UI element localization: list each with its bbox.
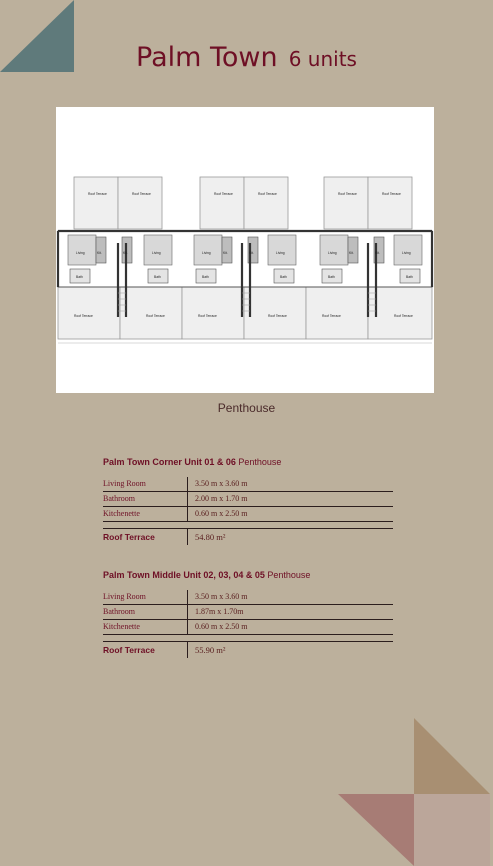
spec-total-row (103, 528, 393, 545)
corner-unit-spec-table (103, 477, 393, 545)
plan-label-bath: Bath (76, 275, 83, 279)
svg-text:Roof Terrace (394, 314, 413, 318)
svg-text:Kit. (349, 251, 354, 255)
svg-text:Roof Terrace (338, 192, 357, 196)
svg-text:Kit. (97, 251, 102, 255)
plan-label-living: Living (76, 251, 85, 255)
spec-value: 2.00 m x 1.70 m (195, 494, 248, 503)
plan-label-bath: Bath (406, 275, 413, 279)
plan-label-roof-terrace: Roof Terrace (382, 192, 401, 196)
spec-row (103, 477, 393, 492)
svg-text:Living (328, 251, 337, 255)
plan-label-bath: Bath (154, 275, 161, 279)
spec-label: Living Room (103, 592, 146, 601)
spec-label: Bathroom (103, 607, 135, 616)
middle-unit-spec-table (103, 590, 393, 658)
svg-text:Roof Terrace (322, 314, 341, 318)
svg-text:Kit. (123, 251, 128, 255)
plan-label-roof-terrace: Roof Terrace (146, 314, 165, 318)
floor-plan (56, 107, 434, 393)
svg-text:Kit. (223, 251, 228, 255)
svg-text:Bath (406, 275, 413, 279)
svg-text:Living (202, 251, 211, 255)
title-sub: 6 units (288, 47, 357, 71)
spec-row (103, 507, 393, 522)
svg-text:Roof Terrace (214, 192, 233, 196)
spec-label: Bathroom (103, 494, 135, 503)
plan-label-roof-terrace: Roof Terrace (258, 192, 277, 196)
plan-caption: Penthouse (217, 401, 276, 415)
spec-value: 0.60 m x 2.50 m (195, 509, 248, 518)
svg-text:Kit. (375, 251, 380, 255)
plan-label-roof-terrace: Roof Terrace (198, 314, 217, 318)
svg-text:Living (152, 251, 161, 255)
page-title (0, 42, 493, 73)
corner-unit-title (103, 457, 281, 467)
spec-value: 3.50 m x 3.60 m (195, 592, 248, 601)
spec-row (103, 590, 393, 605)
plan-label-roof-terrace: Roof Terrace (88, 192, 107, 196)
plan-label-kitchen: Kit. (123, 251, 128, 255)
plan-label-living: Living (402, 251, 411, 255)
svg-text:Bath (280, 275, 287, 279)
corner-unit-type: Penthouse (238, 457, 282, 467)
plan-label-kitchen: Kit. (375, 251, 380, 255)
plan-label-roof-terrace: Roof Terrace (322, 314, 341, 318)
svg-text:Bath (202, 275, 209, 279)
plan-label-roof-terrace: Roof Terrace (394, 314, 413, 318)
plan-label-roof-terrace: Roof Terrace (268, 314, 287, 318)
spec-value: 0.60 m x 2.50 m (195, 622, 248, 631)
spec-total-label: Roof Terrace (103, 645, 155, 655)
plan-label-roof-terrace: Roof Terrace (214, 192, 233, 196)
middle-unit-name: Palm Town Middle Unit 02, 03, 04 & 05 (103, 570, 265, 580)
plan-label-bath: Bath (202, 275, 209, 279)
plan-label-bath: Bath (280, 275, 287, 279)
svg-text:Living (402, 251, 411, 255)
svg-text:Kit. (249, 251, 254, 255)
plan-label-roof-terrace: Roof Terrace (338, 192, 357, 196)
plan-label-roof-terrace: Roof Terrace (132, 192, 151, 196)
spec-row (103, 492, 393, 507)
plan-label-living: Living (328, 251, 337, 255)
plan-label-living: Living (152, 251, 161, 255)
plan-label-living: Living (276, 251, 285, 255)
floor-plan-drawing (56, 107, 434, 393)
spec-label: Living Room (103, 479, 146, 488)
svg-text:Bath (154, 275, 161, 279)
spec-label: Kitchenette (103, 509, 140, 518)
svg-text:Bath (76, 275, 83, 279)
spec-total-value: 55.90 m² (195, 645, 226, 655)
spec-value: 1.87m x 1.70m (195, 607, 244, 616)
plan-label-kitchen: Kit. (223, 251, 228, 255)
plan-label-roof-terrace: Roof Terrace (74, 314, 93, 318)
svg-text:Living (76, 251, 85, 255)
title-main: Palm Town (136, 42, 278, 73)
corner-unit-name: Palm Town Corner Unit 01 & 06 (103, 457, 236, 467)
middle-unit-type: Penthouse (267, 570, 311, 580)
svg-text:Roof Terrace (268, 314, 287, 318)
plan-label-kitchen: Kit. (249, 251, 254, 255)
svg-text:Bath (328, 275, 335, 279)
plan-label-kitchen: Kit. (97, 251, 102, 255)
svg-text:Roof Terrace (258, 192, 277, 196)
spec-row (103, 620, 393, 635)
spec-label: Kitchenette (103, 622, 140, 631)
svg-text:Living (276, 251, 285, 255)
spec-row (103, 605, 393, 620)
svg-text:Roof Terrace (382, 192, 401, 196)
plan-label-kitchen: Kit. (349, 251, 354, 255)
plan-label-bath: Bath (328, 275, 335, 279)
spec-value: 3.50 m x 3.60 m (195, 479, 248, 488)
svg-text:Roof Terrace (88, 192, 107, 196)
svg-text:Roof Terrace (132, 192, 151, 196)
spec-total-label: Roof Terrace (103, 532, 155, 542)
svg-text:Roof Terrace (198, 314, 217, 318)
plan-label-living: Living (202, 251, 211, 255)
svg-text:Roof Terrace (74, 314, 93, 318)
spec-total-value: 54.80 m² (195, 532, 226, 542)
corner-triangles-bottom-right (338, 718, 493, 866)
svg-text:Roof Terrace (146, 314, 165, 318)
spec-total-row (103, 641, 393, 658)
middle-unit-title (103, 570, 310, 580)
